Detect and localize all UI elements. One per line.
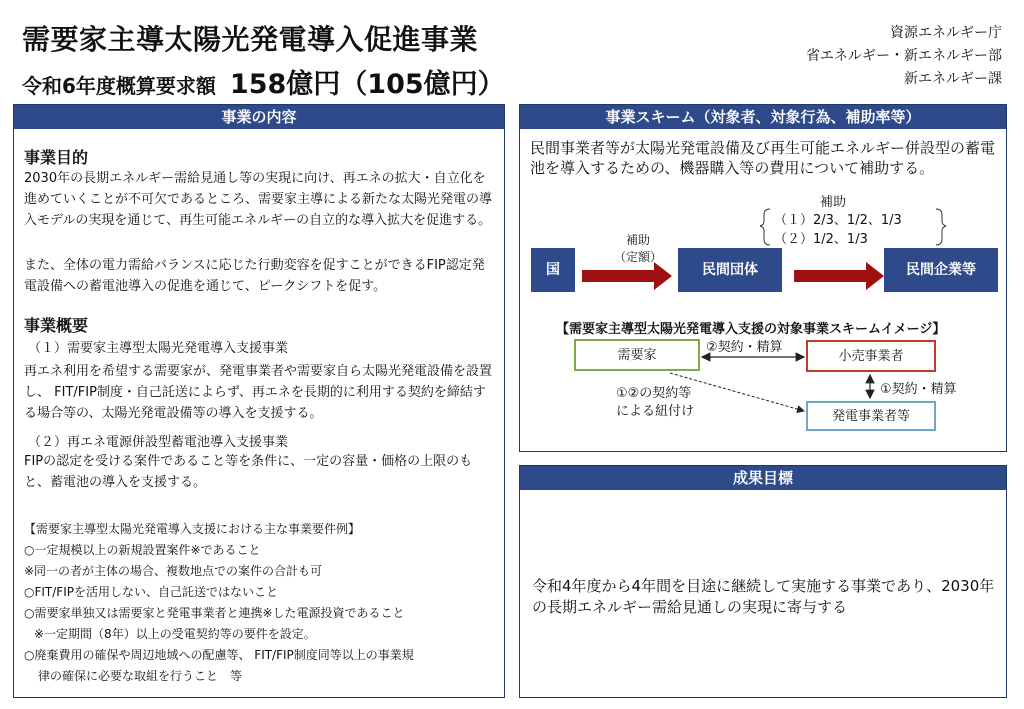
scheme-panel xyxy=(519,104,1007,452)
requirement-item: ○需要家単独又は需要家と発電事業者と連携※した電源投資であること xyxy=(24,606,405,620)
item1-title: （１）需要家主導型太陽光発電導入支援事業 xyxy=(28,341,289,356)
purpose-title: 事業目的 xyxy=(24,148,89,167)
requirement-item: 律の確保に必要な取組を行うこと 等 xyxy=(38,669,243,683)
purpose-paragraph-1: 2030年の長期エネルギー需給見通し等の実現に向け、再エネの拡大・自立化を進めていくことが不可欠であるところ、需要家主導による新たな太陽光発電の導入モデルの実現を通じて、再生可能エネルギーの自立的な導入拡大を促進する。 xyxy=(24,171,493,228)
diagram-connectors xyxy=(520,105,1006,451)
scheme-description: 民間事業者等が太陽光発電設備及び再生可能エネルギー併設型の蓄電池を導入するための、機器購入等の費用について補助する。 xyxy=(530,139,996,177)
page-title: 需要家主導太陽光発電導入促進事業 xyxy=(22,23,479,56)
item2-text: FIPの認定を受ける案件であること等を条件に、一定の容量・価格の上限のもと、蓄電池の導入を支援する。 xyxy=(24,454,473,490)
arrow1-sublabel: （定額） xyxy=(613,250,662,264)
agency-block xyxy=(806,22,1002,91)
requirement-item: ○廃棄費用の確保や周辺地域への配慮等、 FIT/FIP制度同等以上の事業規 xyxy=(24,648,414,662)
content-panel xyxy=(13,104,505,698)
requirement-item: ○一定規模以上の新規設置案件※であること xyxy=(24,543,261,557)
agency-line: 省エネルギー・新エネルギー部 xyxy=(806,48,1002,64)
goal-text: 令和4年度から4年間を目途に継続して実施する事業であり、2030年の長期エネルギー需給見通しの実現に寄与する xyxy=(532,577,995,616)
requirement-note: ※同一の者が主体の場合、複数地点での案件の合計も可 xyxy=(24,564,323,578)
budget-line xyxy=(22,62,505,101)
budget-label: 令和6年度概算要求額 xyxy=(22,74,216,98)
rate-label: 補助 xyxy=(820,195,847,210)
overview-title: 事業概要 xyxy=(24,316,89,335)
requirements-title: 【需要家主導型太陽光発電導入支援における主な事業要件例】 xyxy=(24,522,361,536)
scheme-image-title: 【需要家主導型太陽光発電導入支援の対象事業スキームイメージ】 xyxy=(556,322,946,337)
contract-1-label: ①契約・精算 xyxy=(880,382,957,397)
node-consumer: 需要家 xyxy=(574,339,700,371)
item1-text: 再エネ利用を希望する需要家が、発電事業者や需要家自ら太陽光発電設備を設置し、 FIT/FIP制度・自己託送によらず、再エネを長期的に利用する契約を締結する場合等の、太陽光発電設備等の導入を支援する。 xyxy=(24,364,493,421)
budget-amount: 158億円（105億円） xyxy=(229,69,505,100)
requirement-note: ※一定期間（8年）以上の受電契約等の要件を設定。 xyxy=(34,627,316,641)
link-label-2: による紐付け xyxy=(616,404,695,419)
purpose-paragraph-2: また、全体の電力需給バランスに応じた行動変容を促すことができるFIP認定発電設備への蓄電池導入の促進を通じて、ピークシフトを促す。 xyxy=(24,258,485,294)
rate-line-1: （１）2/3、1/2、1/3 xyxy=(774,213,902,228)
node-private-company: 民間企業等 xyxy=(884,248,998,292)
requirement-item: ○FIT/FIPを活用しない、自己託送ではないこと xyxy=(24,585,278,599)
content-panel-heading: 事業の内容 xyxy=(14,105,504,129)
node-country: 国 xyxy=(531,248,575,292)
node-retailer: 小売事業者 xyxy=(806,340,936,372)
scheme-panel-heading: 事業スキーム（対象者、対象行為、補助率等） xyxy=(520,105,1006,129)
node-generator: 発電事業者等 xyxy=(806,401,936,431)
requirements-list xyxy=(24,519,498,687)
link-label-1: ①②の契約等 xyxy=(616,386,692,401)
goal-panel xyxy=(519,465,1007,698)
item2-title: （２）再エネ電源併設型蓄電池導入支援事業 xyxy=(28,435,289,450)
node-private-org: 民間団体 xyxy=(678,248,782,292)
agency-line: 資源エネルギー庁 xyxy=(890,25,1002,41)
agency-line: 新エネルギー課 xyxy=(904,71,1002,87)
rate-line-2: （２）1/2、1/3 xyxy=(774,232,868,247)
goal-panel-heading: 成果目標 xyxy=(520,466,1006,490)
contract-2-label: ②契約・精算 xyxy=(706,340,783,355)
arrow1-label: 補助 xyxy=(625,233,650,247)
